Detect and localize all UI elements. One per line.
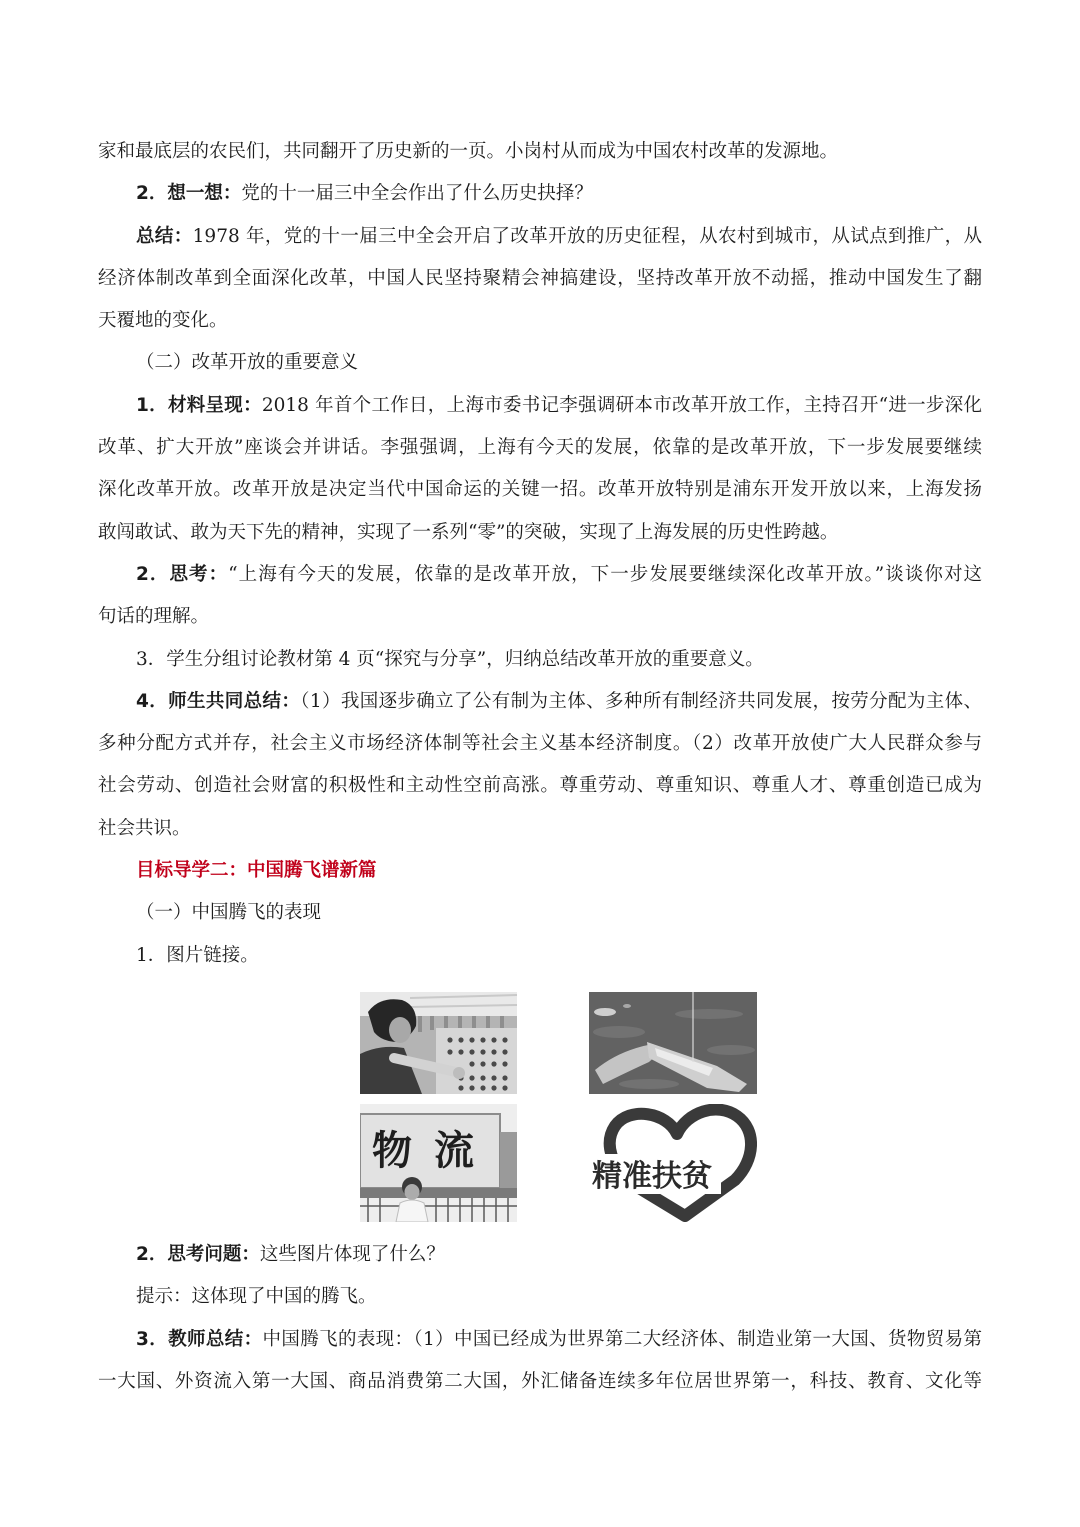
summary-text: 天覆地的变化。 bbox=[98, 310, 228, 332]
material-text: 深化改革开放。改革开放是决定当代中国命运的关键一招。改革开放特别是浦东开发开放以来，上海发扬 bbox=[98, 479, 982, 501]
teacher-summary-line bbox=[98, 1361, 982, 1403]
logo-lettering: 精准扶贫 bbox=[592, 1159, 712, 1194]
summary-text: 经济体制改革到全面深化改革，中国人民坚持聚精会神搞建设，坚持改革开放不动摇，推动中国发生了翻 bbox=[98, 267, 982, 289]
discuss-text: 3．学生分组讨论教材第 4 页“探究与分享”，归纳总结改革开放的重要意义。 bbox=[136, 648, 764, 670]
subheading-rise bbox=[98, 892, 982, 934]
think-text: 党的十一届三中全会作出了什么历史抉择？ bbox=[241, 183, 593, 205]
conclusion-text: 多种分配方式并存，社会主义市场经济体制等社会主义基本经济制度。（2）改革开放使广大人民群众参与 bbox=[98, 733, 982, 755]
teacher-summary-label: 3．教师总结： bbox=[136, 1328, 263, 1350]
goal-heading-text: 目标导学二：中国腾飞谱新篇 bbox=[136, 860, 377, 882]
reflect-text: “上海有今天的发展，依靠的是改革开放，下一步发展要继续深化改革开放。”谈谈你对这 bbox=[228, 563, 982, 585]
picture-link bbox=[98, 935, 982, 977]
teacher-summary-text: 一大国、外资流入第一大国、商品消费第二大国，外汇储备连续多年位居世界第一，科技、教育、文化等 bbox=[98, 1370, 982, 1392]
teacher-summary-text: 中国腾飞的表现：（1）中国已经成为世界第二大经济体、制造业第一大国、货物贸易第 bbox=[262, 1328, 983, 1350]
reflect-text: 句话的理解。 bbox=[98, 606, 210, 628]
conclusion-line bbox=[98, 765, 982, 807]
conclusion-line bbox=[98, 681, 982, 723]
material-line bbox=[98, 427, 982, 469]
greenhouse-control-photo bbox=[360, 992, 517, 1094]
summary-line bbox=[98, 300, 982, 342]
section-reform-significance bbox=[98, 131, 982, 977]
reflect-line bbox=[98, 554, 982, 596]
conclusion-text: （1）我国逐步确立了公有制为主体、多种所有制经济共同发展，按劳分配为主体、 bbox=[300, 690, 983, 712]
conclusion-text: 社会劳动、创造社会财富的积极性和主动性空前高涨。尊重劳动、尊重知识、尊重人才、尊重创造已成为 bbox=[98, 775, 982, 797]
small-boat bbox=[594, 1008, 616, 1016]
hint-line bbox=[98, 1276, 982, 1318]
conclusion-line bbox=[98, 723, 982, 765]
question-label: 2．思考问题： bbox=[136, 1244, 260, 1265]
subheading-text: （二）改革开放的重要意义 bbox=[136, 352, 359, 374]
goal-heading bbox=[98, 850, 982, 892]
material-line bbox=[98, 469, 982, 511]
conclusion-label: 4．师生共同总结： bbox=[136, 690, 301, 712]
material-text: 2018 年首个工作日，上海市委书记李强调研本市改革开放工作，主持召开“进一步深化 bbox=[261, 394, 982, 416]
summary-line bbox=[98, 216, 982, 258]
material-text: 改革、扩大开放”座谈会并讲话。李强强调，上海有今天的发展，依靠的是改革开放，下一步发展要继续 bbox=[98, 437, 982, 459]
material-line bbox=[98, 385, 982, 427]
summary-line bbox=[98, 258, 982, 300]
summary-label: 总结： bbox=[136, 225, 193, 247]
question-text: 这些图片体现了什么？ bbox=[259, 1244, 445, 1265]
picture-link-text: 1．图片链接。 bbox=[136, 944, 259, 966]
reflect-label: 2．思考： bbox=[136, 563, 229, 585]
intro-line: 家和最底层的农民们，共同翻开了历史新的一页。小岗村从而成为中国农村改革的发源地。 bbox=[98, 141, 839, 162]
hint-text: 提示：这体现了中国的腾飞。 bbox=[136, 1286, 377, 1308]
reflect-line bbox=[98, 596, 982, 638]
logistics-truck-photo bbox=[360, 1104, 517, 1222]
truck-lettering: 流 bbox=[434, 1127, 474, 1174]
poverty-alleviation-logo bbox=[589, 1104, 757, 1222]
teacher-summary-line bbox=[98, 1319, 982, 1361]
question-line bbox=[98, 1234, 982, 1276]
subheading-significance bbox=[98, 342, 982, 384]
conclusion-text: 社会共识。 bbox=[98, 817, 191, 839]
subheading-rise-text: （一）中国腾飞的表现 bbox=[136, 902, 322, 924]
summary-text: 1978 年，党的十一届三中全会开启了改革开放的历史征程，从农村到城市，从试点到推广，从 bbox=[192, 225, 982, 247]
discuss-paragraph bbox=[98, 639, 982, 681]
section-rise-summary bbox=[98, 1234, 982, 1403]
think-label: 2．想一想： bbox=[136, 183, 242, 205]
material-line bbox=[98, 512, 982, 554]
truck-lettering: 物 bbox=[372, 1127, 412, 1174]
material-label: 1．材料呈现： bbox=[136, 394, 262, 416]
think-question bbox=[98, 173, 982, 215]
ship-at-sea-photo bbox=[589, 992, 757, 1094]
intro-paragraph bbox=[98, 131, 982, 173]
picture-grid bbox=[360, 992, 757, 1222]
conclusion-line bbox=[98, 808, 982, 850]
material-text: 敢闯敢试、敢为天下先的精神，实现了一系列“零”的突破，实现了上海发展的历史性跨越。 bbox=[98, 521, 839, 543]
